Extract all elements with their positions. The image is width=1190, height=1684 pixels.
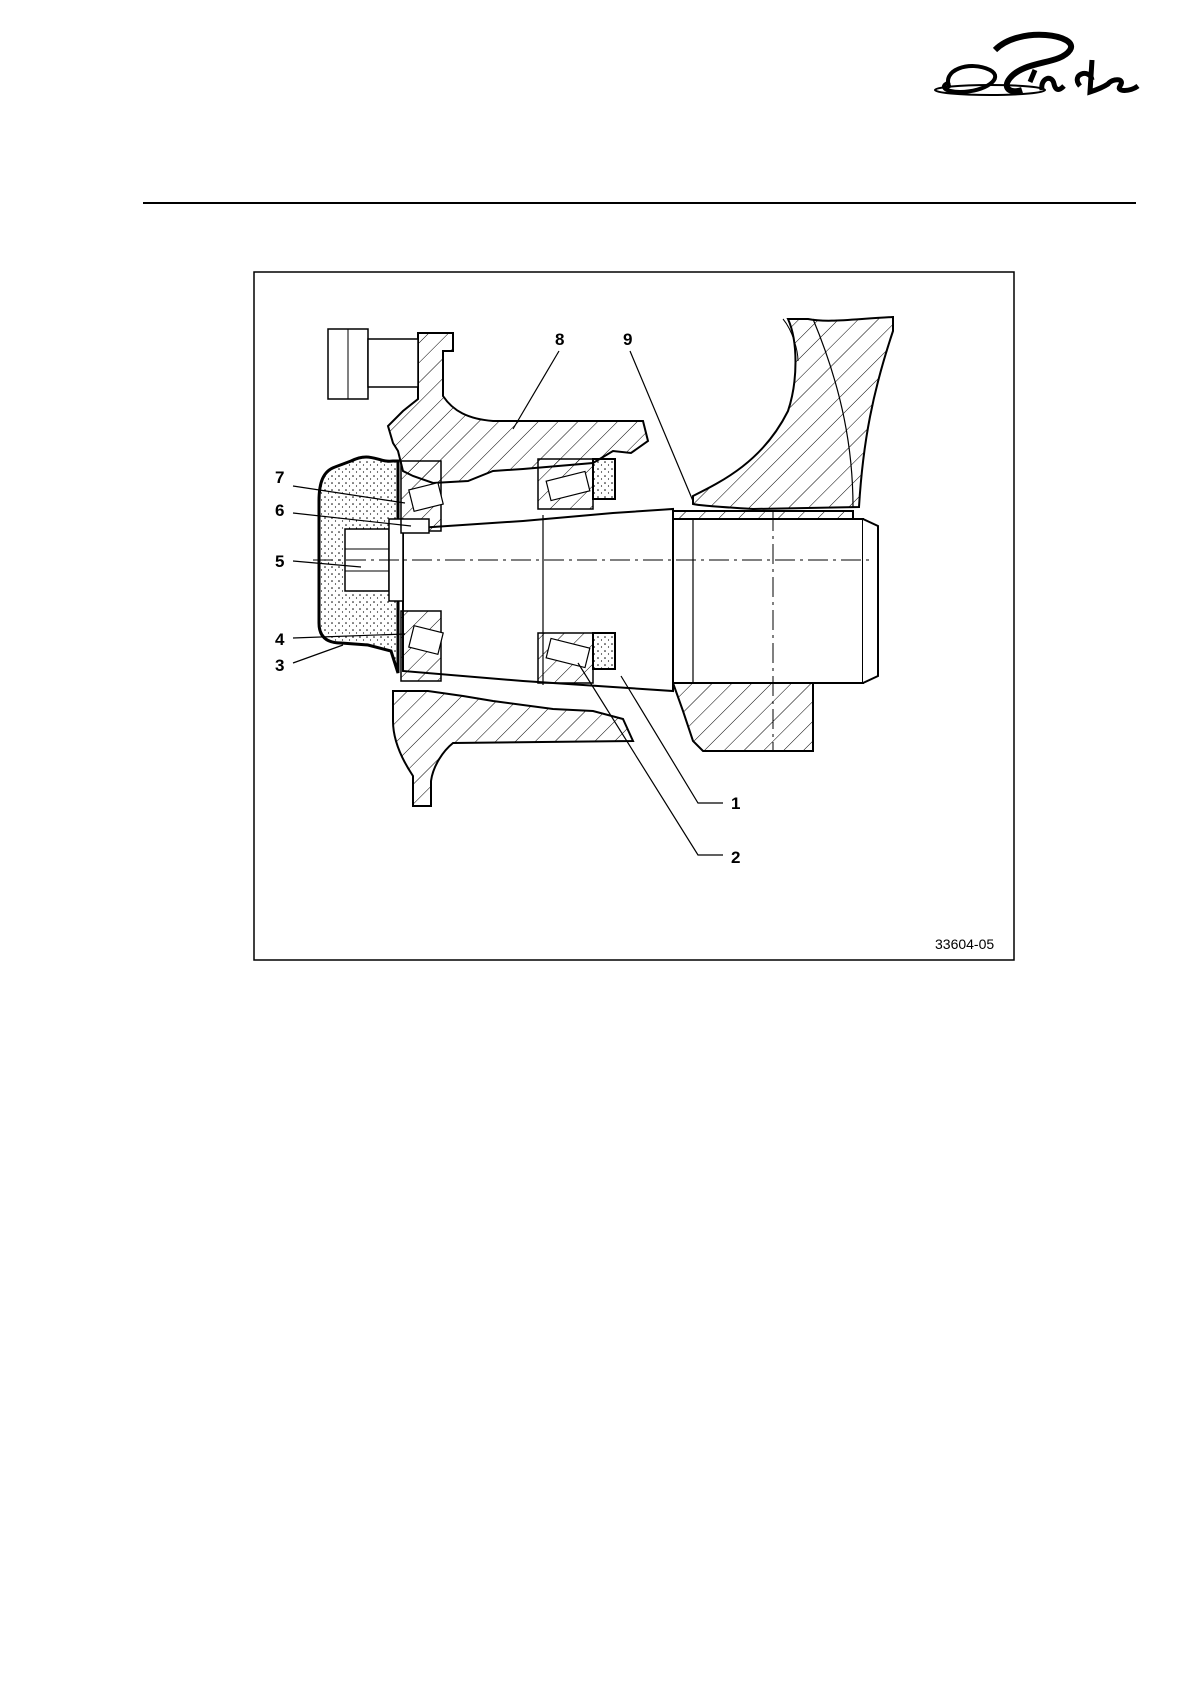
shaft-seal-top bbox=[593, 459, 615, 499]
callout-8: 8 bbox=[555, 330, 565, 349]
callout-5: 5 bbox=[275, 552, 285, 571]
figure-reference-number: 33604-05 bbox=[935, 936, 995, 952]
linde-logo bbox=[930, 30, 1145, 110]
callout-4: 4 bbox=[275, 630, 285, 649]
housing-lower bbox=[673, 683, 813, 751]
stub-axle-9 bbox=[673, 519, 863, 683]
cotter-pin-6 bbox=[401, 519, 429, 533]
callout-9: 9 bbox=[623, 330, 633, 349]
wheel-hub-cross-section-figure bbox=[253, 271, 1015, 961]
callout-3: 3 bbox=[275, 656, 285, 675]
callout-2: 2 bbox=[731, 848, 741, 867]
header-divider bbox=[143, 202, 1136, 204]
shaft-seal-bottom bbox=[593, 633, 615, 669]
callout-6: 6 bbox=[275, 501, 285, 520]
callout-7: 7 bbox=[275, 468, 285, 487]
callout-1: 1 bbox=[731, 794, 741, 813]
